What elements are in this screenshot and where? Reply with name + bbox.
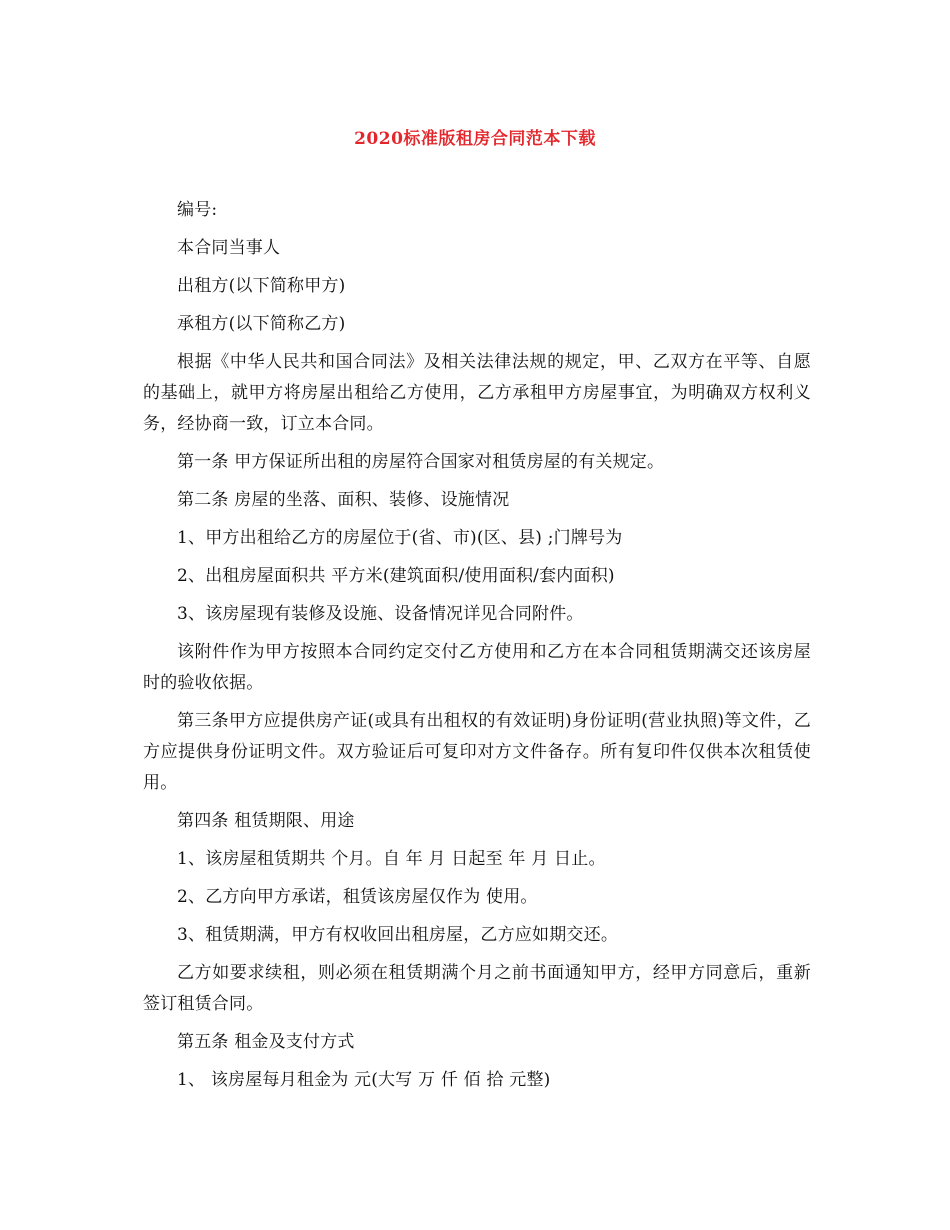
paragraph-article-2-item-3: 3、该房屋现有装修及设施、设备情况详见合同附件。 — [177, 604, 584, 624]
paragraph-article-3: 第三条甲方应提供房产证(或具有出租权的有效证明)身份证明(营业执照)等文件，乙方应提供身份证明文件。双方验证后可复印对方文件备存。所有复印件仅供本次租赁使用。 — [143, 711, 811, 793]
paragraph-parties: 本合同当事人 — [177, 238, 281, 258]
paragraph-article-4-item-2: 2、乙方向甲方承诺，租赁该房屋仅作为 使用。 — [177, 887, 538, 907]
document-body — [143, 195, 811, 1103]
paragraph-preamble: 根据《中华人民共和国合同法》及相关法律法规的规定，甲、乙双方在平等、自愿的基础上，就甲方将房屋出租给乙方使用，乙方承租甲方房屋事宜，为明确双方权利义务，经协商一致，订立本合同。 — [143, 352, 811, 434]
paragraph-contract-number: 编号: — [177, 200, 218, 220]
paragraph-lessee: 承租方(以下简称乙方) — [177, 314, 346, 334]
paragraph-article-2-item-2: 2、出租房屋面积共 平方米(建筑面积/使用面积/套内面积) — [177, 566, 615, 586]
paragraph-renewal: 乙方如要求续租，则必须在租赁期满个月之前书面通知甲方，经甲方同意后，重新签订租赁合同。 — [143, 963, 811, 1014]
paragraph-article-5-item-1: 1、 该房屋每月租金为 元(大写 万 仟 佰 拾 元整) — [177, 1070, 551, 1090]
paragraph-lessor: 出租方(以下简称甲方) — [177, 276, 346, 296]
document-title: 2020标准版租房合同范本下载 — [354, 129, 596, 149]
paragraph-article-2-item-1: 1、甲方出租给乙方的房屋位于(省、市)(区、县) ;门牌号为 — [177, 528, 623, 548]
paragraph-article-4-item-1: 1、该房屋租赁期共 个月。自 年 月 日起至 年 月 日止。 — [177, 849, 606, 869]
paragraph-article-2-heading: 第二条 房屋的坐落、面积、装修、设施情况 — [177, 490, 510, 510]
paragraph-article-4-item-3: 3、租赁期满，甲方有权收回出租房屋，乙方应如期交还。 — [177, 925, 619, 945]
paragraph-article-1: 第一条 甲方保证所出租的房屋符合国家对租赁房屋的有关规定。 — [177, 452, 665, 472]
paragraph-article-5-heading: 第五条 租金及支付方式 — [177, 1032, 355, 1052]
paragraph-attachment-note: 该附件作为甲方按照本合同约定交付乙方使用和乙方在本合同租赁期满交还该房屋时的验收依据。 — [143, 642, 811, 693]
paragraph-article-4-heading: 第四条 租赁期限、用途 — [177, 811, 355, 831]
